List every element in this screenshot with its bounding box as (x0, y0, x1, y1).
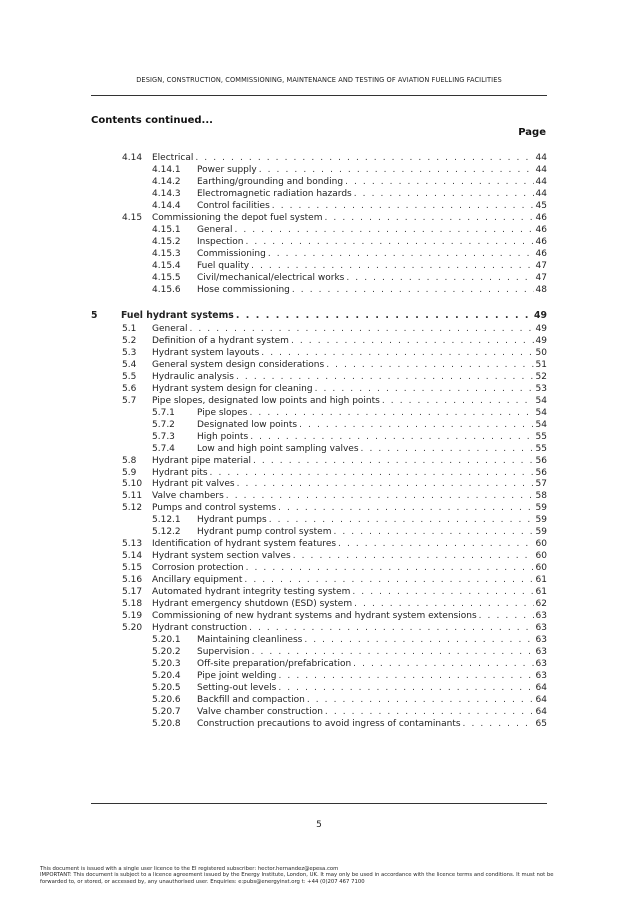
toc-entry (152, 694, 547, 706)
toc-entry (122, 359, 547, 371)
toc-entry-title: Pumps and control systems (152, 503, 277, 514)
toc-entry-page: 58 (535, 491, 547, 502)
toc-entry (152, 248, 547, 260)
toc-entry (152, 443, 547, 455)
toc-entry-number: 4.14.3 (152, 188, 181, 199)
page-column-heading: Page (518, 127, 546, 138)
toc-entry-page: 59 (535, 503, 547, 514)
toc-entry (152, 419, 547, 431)
toc-entry (122, 598, 547, 610)
toc-entry-number: 5.20.1 (152, 635, 181, 646)
toc-entry-number: 5.20.2 (152, 647, 181, 658)
toc-entry-page: 56 (535, 467, 547, 478)
toc-entry (152, 200, 547, 212)
toc-leader-dots (268, 248, 534, 260)
toc-leader-dots (354, 598, 533, 610)
toc-entry (152, 164, 547, 176)
header-rule (91, 95, 547, 96)
toc-entry-title: Corrosion protection (152, 563, 244, 574)
toc-entry-number: 5 (91, 309, 98, 321)
toc-leader-dots (361, 443, 534, 455)
toc-entry (122, 383, 547, 395)
toc-entry (152, 526, 547, 538)
toc-leader-dots (291, 335, 534, 347)
toc-entry-title: Commissioning of new hydrant systems and hydrant system extensions (152, 611, 477, 622)
toc-entry-page: 52 (535, 371, 547, 382)
toc-entry-number: 5.12.1 (152, 515, 181, 526)
toc-entry-page: 56 (535, 455, 547, 466)
toc-entry-number: 5.7 (122, 395, 137, 406)
toc-entry-title: General system design considerations (152, 359, 325, 370)
toc-entry-title: Electrical (152, 153, 194, 163)
toc-entry-number: 5.16 (122, 575, 143, 586)
toc-entry-page: 46 (535, 236, 547, 247)
toc-entry (152, 431, 547, 443)
toc-entry-page: 49 (535, 323, 547, 334)
toc-entry-title: Electromagnetic radiation hazards (197, 188, 352, 199)
toc-entry-title: Supervision (197, 647, 250, 658)
toc-leader-dots (352, 586, 533, 598)
toc-entry-number: 5.3 (122, 347, 137, 358)
toc-entry (152, 634, 547, 646)
footer-line-1: This document is issued with a single user licence to the EI registered subscriber: hector.hernandez@epesa.com (40, 866, 339, 872)
toc-entry (152, 284, 547, 296)
toc-leader-dots (463, 718, 534, 730)
toc-entry (152, 188, 547, 200)
toc-entry-page: 60 (535, 563, 547, 574)
toc-leader-dots (325, 706, 534, 718)
toc-entry-title: Hydrant pumps (197, 515, 267, 526)
toc-entry-title: Inspection (197, 236, 244, 247)
toc-entry-title: Hydraulic analysis (152, 371, 234, 382)
toc-entry-page: 49 (534, 309, 547, 321)
toc-entry-page: 44 (535, 188, 547, 199)
toc-entry-page: 47 (535, 272, 547, 283)
toc-entry-title: Hydrant system design for cleaning (152, 383, 313, 394)
toc-leader-dots (326, 359, 533, 371)
toc-entry-page: 63 (535, 647, 547, 658)
toc-entry-number: 4.15.4 (152, 260, 181, 271)
toc-entry (122, 502, 547, 514)
toc-entry-number: 5.9 (122, 467, 137, 478)
toc-leader-dots (246, 236, 534, 248)
toc-leader-dots (189, 323, 533, 335)
toc-entry-title: Off-site preparation/prefabrication (197, 659, 352, 670)
toc-leader-dots (226, 490, 534, 502)
contents-heading: Contents continued... (91, 115, 213, 126)
toc-entry-page: 63 (535, 623, 547, 634)
toc-entry-title: Identification of hydrant system features (152, 539, 337, 550)
toc-leader-dots (292, 284, 534, 296)
toc-entry-page: 53 (535, 383, 547, 394)
toc-entry-number: 4.15 (122, 212, 143, 223)
toc-entry-number: 5.20.8 (152, 719, 181, 730)
toc-entry-title: Control facilities (197, 200, 270, 211)
toc-entry (122, 610, 547, 622)
toc-entry-title: Earthing/grounding and bonding (197, 176, 344, 187)
toc-entry (152, 646, 547, 658)
toc-entry-page: 54 (535, 395, 547, 406)
toc-entry-page: 46 (535, 224, 547, 235)
toc-entry-page: 47 (535, 260, 547, 271)
toc-entry-page: 44 (535, 164, 547, 175)
footer-line-2: IMPORTANT: This document is subject to a licence agreement issued by the Energy Institute, London, UK. It may only be used in accordance with the licence terms and conditions. It must not be (40, 872, 554, 879)
toc-leader-dots (353, 658, 533, 670)
toc-entry-title: Civil/mechanical/electrical works (197, 272, 345, 283)
toc-entry-title: Valve chamber construction (197, 707, 323, 718)
toc-entry-page: 64 (535, 707, 547, 718)
toc-entry-page: 64 (535, 695, 547, 706)
toc-entry-title: Hydrant emergency shutdown (ESD) system (152, 599, 353, 610)
toc-entry (122, 212, 547, 224)
toc-entry-number: 5.7.3 (152, 431, 175, 442)
toc-entry-number: 4.14 (122, 153, 143, 163)
toc-entry-number: 5.7.4 (152, 443, 175, 454)
toc-entry (122, 152, 547, 164)
toc-entry-title: High points (197, 431, 249, 442)
toc-leader-dots (237, 478, 534, 490)
toc-leader-dots (479, 610, 534, 622)
toc-entry-title: Commissioning the depot fuel system (152, 212, 323, 223)
toc-leader-dots (269, 514, 534, 526)
toc-entry (122, 455, 547, 467)
toc-entry-page: 63 (535, 659, 547, 670)
toc-entry-page: 44 (535, 176, 547, 187)
toc-entry-page: 51 (535, 359, 547, 370)
toc-leader-dots (249, 622, 533, 634)
toc-entry (122, 574, 547, 586)
toc-entry-number: 5.20.3 (152, 659, 181, 670)
toc-entry-page: 61 (535, 587, 547, 598)
toc-entry-number: 4.15.1 (152, 224, 181, 235)
toc-entry (122, 347, 547, 359)
toc-entry-title: Maintaining cleanliness (197, 635, 303, 646)
toc-leader-dots (246, 562, 534, 574)
toc-entry-number: 5.13 (122, 539, 143, 550)
toc-leader-dots (250, 431, 533, 443)
toc-chapter (91, 310, 547, 322)
toc-entry-number: 4.15.5 (152, 272, 181, 283)
toc-leader-dots (307, 694, 534, 706)
toc-entry (122, 371, 547, 383)
toc-entry (152, 670, 547, 682)
toc-entry-number: 5.4 (122, 359, 137, 370)
toc-entry-page: 45 (535, 200, 547, 211)
toc-leader-dots (236, 310, 532, 322)
toc-entry (122, 622, 547, 634)
page-number: 5 (316, 820, 322, 830)
toc-entry (152, 260, 547, 272)
toc-entry-page: 59 (535, 527, 547, 538)
toc-entry-page: 55 (535, 431, 547, 442)
toc-entry (122, 538, 547, 550)
toc-entry-page: 62 (535, 599, 547, 610)
toc-entry-page: 46 (535, 212, 547, 223)
toc-entry-title: Hydrant system layouts (152, 347, 260, 358)
toc-entry-number: 4.14.2 (152, 176, 181, 187)
toc-entry (122, 586, 547, 598)
toc-leader-dots (249, 407, 533, 419)
toc-entry-page: 54 (535, 407, 547, 418)
toc-entry-title: General (152, 323, 188, 334)
toc-leader-dots (259, 164, 534, 176)
toc-entry (152, 514, 547, 526)
toc-entry (122, 478, 547, 490)
toc-entry-number: 5.20.5 (152, 683, 181, 694)
toc-entry-page: 65 (535, 719, 547, 730)
toc-entry-number: 5.1 (122, 323, 137, 334)
toc-entry-page: 55 (535, 443, 547, 454)
toc-entry-page: 60 (535, 551, 547, 562)
toc-entry-title: Fuel quality (197, 260, 250, 271)
toc-entry-number: 5.20 (122, 623, 143, 634)
toc-entry-number: 5.15 (122, 563, 143, 574)
toc-entry-title: Ancillary equipment (152, 575, 243, 586)
toc-leader-dots (338, 538, 534, 550)
toc-entry-title: Hydrant pits (152, 467, 208, 478)
footer-rule (91, 803, 547, 804)
toc-entry-page: 44 (535, 153, 547, 163)
toc-entry (122, 550, 547, 562)
toc-leader-dots (299, 419, 533, 431)
toc-entry-title: Pipe slopes (197, 407, 248, 418)
toc-entry (122, 562, 547, 574)
toc-leader-dots (346, 272, 533, 284)
toc-entry-number: 5.20.4 (152, 671, 181, 682)
toc-entry (152, 272, 547, 284)
toc-entry-title: Hose commissioning (197, 284, 290, 295)
toc-entry-page: 49 (535, 335, 547, 346)
toc-entry (122, 467, 547, 479)
toc-entry-title: Hydrant pit valves (152, 479, 235, 490)
toc-entry-number: 5.14 (122, 551, 143, 562)
toc-entry-number: 5.11 (122, 491, 143, 502)
toc-entry-title: Low and high point sampling valves (197, 443, 359, 454)
toc-entry-number: 4.15.6 (152, 284, 181, 295)
toc-entry-title: Designated low points (197, 419, 298, 430)
toc-entry-page: 57 (535, 479, 547, 490)
toc-entry (122, 323, 547, 335)
running-header: DESIGN, CONSTRUCTION, COMMISSIONING, MAINTENANCE AND TESTING OF AVIATION FUELLING FACILITIES (136, 76, 502, 84)
toc-entry-title: Hydrant pipe material (152, 455, 252, 466)
toc-entry-number: 5.19 (122, 611, 143, 622)
toc-entry-title: General (197, 224, 233, 235)
toc-leader-dots (304, 634, 533, 646)
toc-entry-title: Definition of a hydrant system (152, 335, 289, 346)
toc-entry-title: Hydrant pump control system (197, 527, 332, 538)
toc-entry (152, 682, 547, 694)
footer-line-3: forwarded to, or stored, or accessed by, any unauthorised user. Enquiries: e:pubs@energyinst.org t: +44 (0)207 467 7100 (40, 878, 365, 885)
toc-entry-number: 5.2 (122, 335, 137, 346)
toc-entry-number: 5.12 (122, 503, 143, 514)
toc-entry (152, 407, 547, 419)
toc-entry (122, 335, 547, 347)
toc-entry-title: Backfill and compaction (197, 695, 305, 706)
toc-leader-dots (253, 455, 534, 467)
toc-leader-dots (234, 224, 533, 236)
toc-leader-dots (272, 200, 534, 212)
toc-leader-dots (354, 188, 534, 200)
toc-leader-dots (244, 574, 533, 586)
toc-leader-dots (325, 212, 534, 224)
toc-entry-number: 5.10 (122, 479, 143, 490)
toc-leader-dots (345, 176, 533, 188)
toc-leader-dots (278, 682, 533, 694)
toc-entry-number: 4.15.2 (152, 236, 181, 247)
toc-entry-number: 5.6 (122, 383, 137, 394)
toc-leader-dots (252, 646, 534, 658)
toc-entry-page: 63 (535, 635, 547, 646)
toc-entry-number: 5.17 (122, 587, 143, 598)
toc-entry-page: 63 (535, 611, 547, 622)
toc-entry-title: Power supply (197, 164, 257, 175)
toc-entry-title: Setting-out levels (197, 683, 277, 694)
toc-leader-dots (236, 371, 534, 383)
toc-entry-title: Pipe joint welding (197, 671, 277, 682)
toc-entry (152, 176, 547, 188)
toc-entry-title: Hydrant system section valves (152, 551, 291, 562)
toc-leader-dots (210, 467, 534, 479)
toc-leader-dots (278, 502, 533, 514)
toc-entry-number: 4.15.3 (152, 248, 181, 259)
toc-entry-title: Valve chambers (152, 491, 224, 502)
toc-entry-number: 4.14.4 (152, 200, 181, 211)
toc-entry-title: Fuel hydrant systems (121, 309, 234, 321)
toc-leader-dots (278, 670, 533, 682)
toc-entry-page: 60 (535, 539, 547, 550)
toc-entry-title: Commissioning (197, 248, 266, 259)
toc-entry-title: Construction precautions to avoid ingress of contaminants (197, 719, 461, 730)
toc-entry-number: 5.8 (122, 455, 137, 466)
toc-entry (122, 395, 547, 407)
toc-entry-number: 5.20.7 (152, 707, 181, 718)
toc-entry-title: Hydrant construction (152, 623, 248, 634)
toc-entry (152, 658, 547, 670)
toc-leader-dots (261, 347, 533, 359)
toc-entry-page: 61 (535, 575, 547, 586)
toc-entry (152, 236, 547, 248)
licence-footer (40, 866, 630, 885)
toc-entry-title: Automated hydrant integrity testing system (152, 587, 351, 598)
toc-leader-dots (293, 550, 534, 562)
toc-entry-title: Pipe slopes, designated low points and high points (152, 395, 380, 406)
toc-entry-page: 59 (535, 515, 547, 526)
toc-entry-number: 5.12.2 (152, 527, 181, 538)
toc-entry-page: 64 (535, 683, 547, 694)
toc-entry (152, 718, 547, 730)
toc-entry-number: 4.14.1 (152, 164, 181, 175)
toc-entry-page: 63 (535, 671, 547, 682)
toc-leader-dots (315, 383, 534, 395)
toc-leader-dots (195, 152, 533, 164)
toc-entry-page: 50 (535, 347, 547, 358)
toc-leader-dots (382, 395, 534, 407)
toc-entry-number: 5.7.2 (152, 419, 175, 430)
toc-leader-dots (251, 260, 533, 272)
toc-entry-number: 5.5 (122, 371, 137, 382)
toc-entry (122, 490, 547, 502)
toc-leader-dots (333, 526, 533, 538)
toc-entry-number: 5.18 (122, 599, 143, 610)
toc-entry-number: 5.20.6 (152, 695, 181, 706)
toc-entry (152, 706, 547, 718)
toc-entry-page: 48 (535, 284, 547, 295)
toc-entry (152, 224, 547, 236)
toc-entry-page: 54 (535, 419, 547, 430)
toc-entry-number: 5.7.1 (152, 407, 175, 418)
toc-entry-page: 46 (535, 248, 547, 259)
